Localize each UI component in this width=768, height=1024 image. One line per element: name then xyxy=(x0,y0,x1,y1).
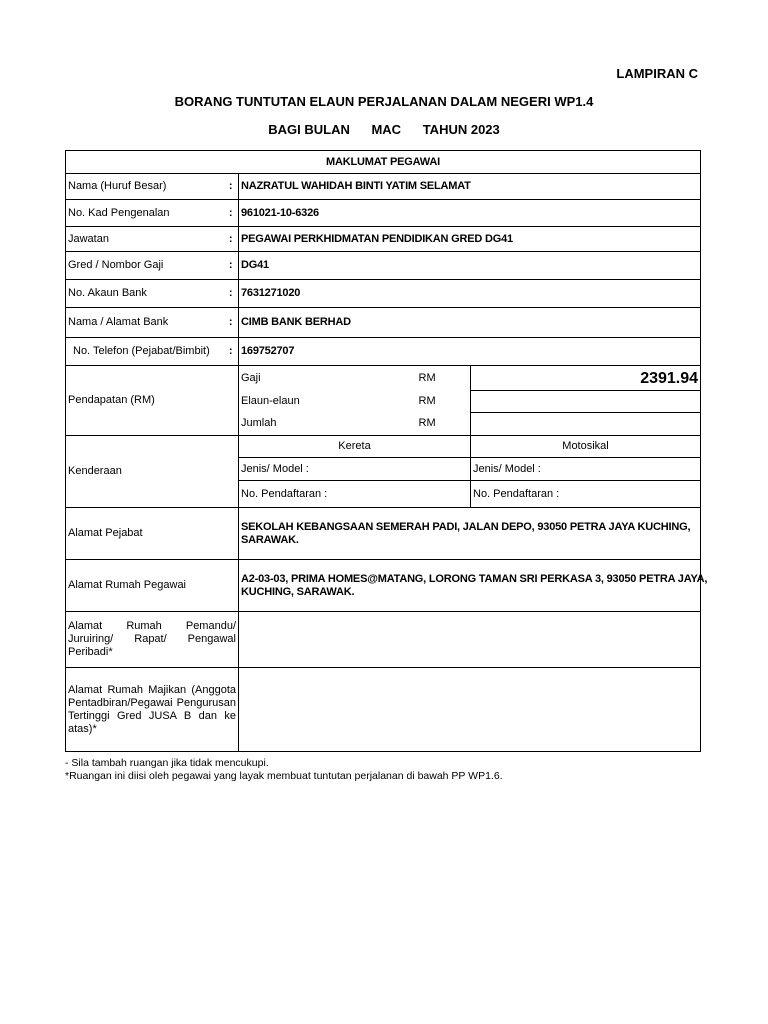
alamat-majikan-value xyxy=(239,668,701,752)
row-kenderaan-header xyxy=(66,436,701,458)
elaun-value xyxy=(471,391,701,413)
gred-value: DG41 xyxy=(239,252,701,280)
gred-label: Gred / Nombor Gaji xyxy=(66,252,224,280)
alamat-pejabat-label: Alamat Pejabat xyxy=(66,508,239,560)
alamat-pemandu-value xyxy=(239,612,701,668)
bank-label: Nama / Alamat Bank xyxy=(66,308,224,338)
motosikal-model: Jenis/ Model : xyxy=(471,458,701,481)
row-telefon xyxy=(66,338,701,366)
note-line-1: - Sila tambah ruangan jika tidak mencukupi. xyxy=(65,757,269,769)
row-alamat-pemandu xyxy=(66,612,701,668)
akaun-colon: : xyxy=(224,280,239,308)
gaji-label: Gaji xyxy=(239,366,417,391)
row-gaji xyxy=(66,366,701,391)
alamat-rumah-value xyxy=(239,560,708,612)
jawatan-colon: : xyxy=(224,227,239,252)
alamat-rumah-label: Alamat Rumah Pegawai xyxy=(66,560,239,612)
row-alamat-pejabat xyxy=(66,508,701,560)
row-akaun xyxy=(66,280,701,308)
gaji-value: 2391.94 xyxy=(471,366,701,391)
telefon-label: No. Telefon (Pejabat/Bimbit) xyxy=(66,338,224,366)
telefon-colon: : xyxy=(224,338,239,366)
jawatan-label: Jawatan xyxy=(66,227,224,252)
row-jawatan xyxy=(66,227,701,252)
jumlah-value xyxy=(471,413,701,436)
jumlah-currency: RM xyxy=(417,413,471,436)
kereta-pendaftaran: No. Pendaftaran : xyxy=(239,481,471,508)
footnotes xyxy=(65,757,503,783)
row-bank xyxy=(66,308,701,338)
period-label: BAGI BULAN xyxy=(268,122,350,137)
nama-value: NAZRATUL WAHIDAH BINTI YATIM SELAMAT xyxy=(239,174,701,200)
alamat-pejabat-line2: SARAWAK. xyxy=(241,533,299,546)
lampiran-label: LAMPIRAN C xyxy=(616,66,698,81)
kenderaan-label: Kenderaan xyxy=(66,436,239,508)
telefon-value: 169752707 xyxy=(239,338,701,366)
row-gred xyxy=(66,252,701,280)
kad-value: 961021-10-6326 xyxy=(239,200,701,227)
form-title: BORANG TUNTUTAN ELAUN PERJALANAN DALAM NEGERI WP1.4 xyxy=(174,94,594,109)
jumlah-label: Jumlah xyxy=(239,413,417,436)
alamat-pemandu-label: Alamat Rumah Pemandu/ Juruiring/ Rapat/ Pengawal Peribadi* xyxy=(66,612,239,668)
alamat-majikan-label: Alamat Rumah Majikan (Anggota Pentadbiran/Pegawai Pengurusan Tertinggi Gred JUSA B dan ke atas)* xyxy=(66,668,239,752)
kad-label: No. Kad Pengenalan xyxy=(66,200,224,227)
jawatan-value: PEGAWAI PERKHIDMATAN PENDIDIKAN GRED DG41 xyxy=(239,227,701,252)
alamat-pejabat-line1: SEKOLAH KEBANGSAAN SEMERAH PADI, JALAN DEPO, 93050 PETRA JAYA KUCHING, xyxy=(241,520,691,533)
note-line-2: *Ruangan ini diisi oleh pegawai yang layak membuat tuntutan perjalanan di bawah PP WP1.6. xyxy=(65,770,503,782)
period-month: MAC xyxy=(371,122,402,137)
bank-colon: : xyxy=(224,308,239,338)
nama-colon: : xyxy=(224,174,239,200)
akaun-label: No. Akaun Bank xyxy=(66,280,224,308)
motosikal-header: Motosikal xyxy=(471,436,701,458)
nama-label: Nama (Huruf Besar) xyxy=(66,174,224,200)
motosikal-pendaftaran: No. Pendaftaran : xyxy=(471,481,701,508)
section-title: MAKLUMAT PEGAWAI xyxy=(66,151,701,174)
maklumat-pegawai-table xyxy=(65,150,708,752)
form-period xyxy=(0,122,768,137)
gred-colon: : xyxy=(224,252,239,280)
row-alamat-majikan xyxy=(66,668,701,752)
alamat-rumah-line2: KUCHING, SARAWAK. xyxy=(241,585,355,598)
row-kad xyxy=(66,200,701,227)
period-year: TAHUN 2023 xyxy=(422,122,500,137)
elaun-label: Elaun-elaun xyxy=(239,391,417,413)
row-alamat-rumah xyxy=(66,560,701,612)
alamat-rumah-line1: A2-03-03, PRIMA HOMES@MATANG, LORONG TAMAN SRI PERKASA 3, 93050 PETRA JAYA, xyxy=(241,572,708,585)
kad-colon: : xyxy=(224,200,239,227)
alamat-pejabat-value xyxy=(239,508,701,560)
elaun-currency: RM xyxy=(417,391,471,413)
akaun-value: 7631271020 xyxy=(239,280,701,308)
row-nama xyxy=(66,174,701,200)
gaji-currency: RM xyxy=(417,366,471,391)
section-header-row xyxy=(66,151,701,174)
pendapatan-label: Pendapatan (RM) xyxy=(66,366,239,436)
kereta-model: Jenis/ Model : xyxy=(239,458,471,481)
bank-value: CIMB BANK BERHAD xyxy=(239,308,701,338)
kereta-header: Kereta xyxy=(239,436,471,458)
